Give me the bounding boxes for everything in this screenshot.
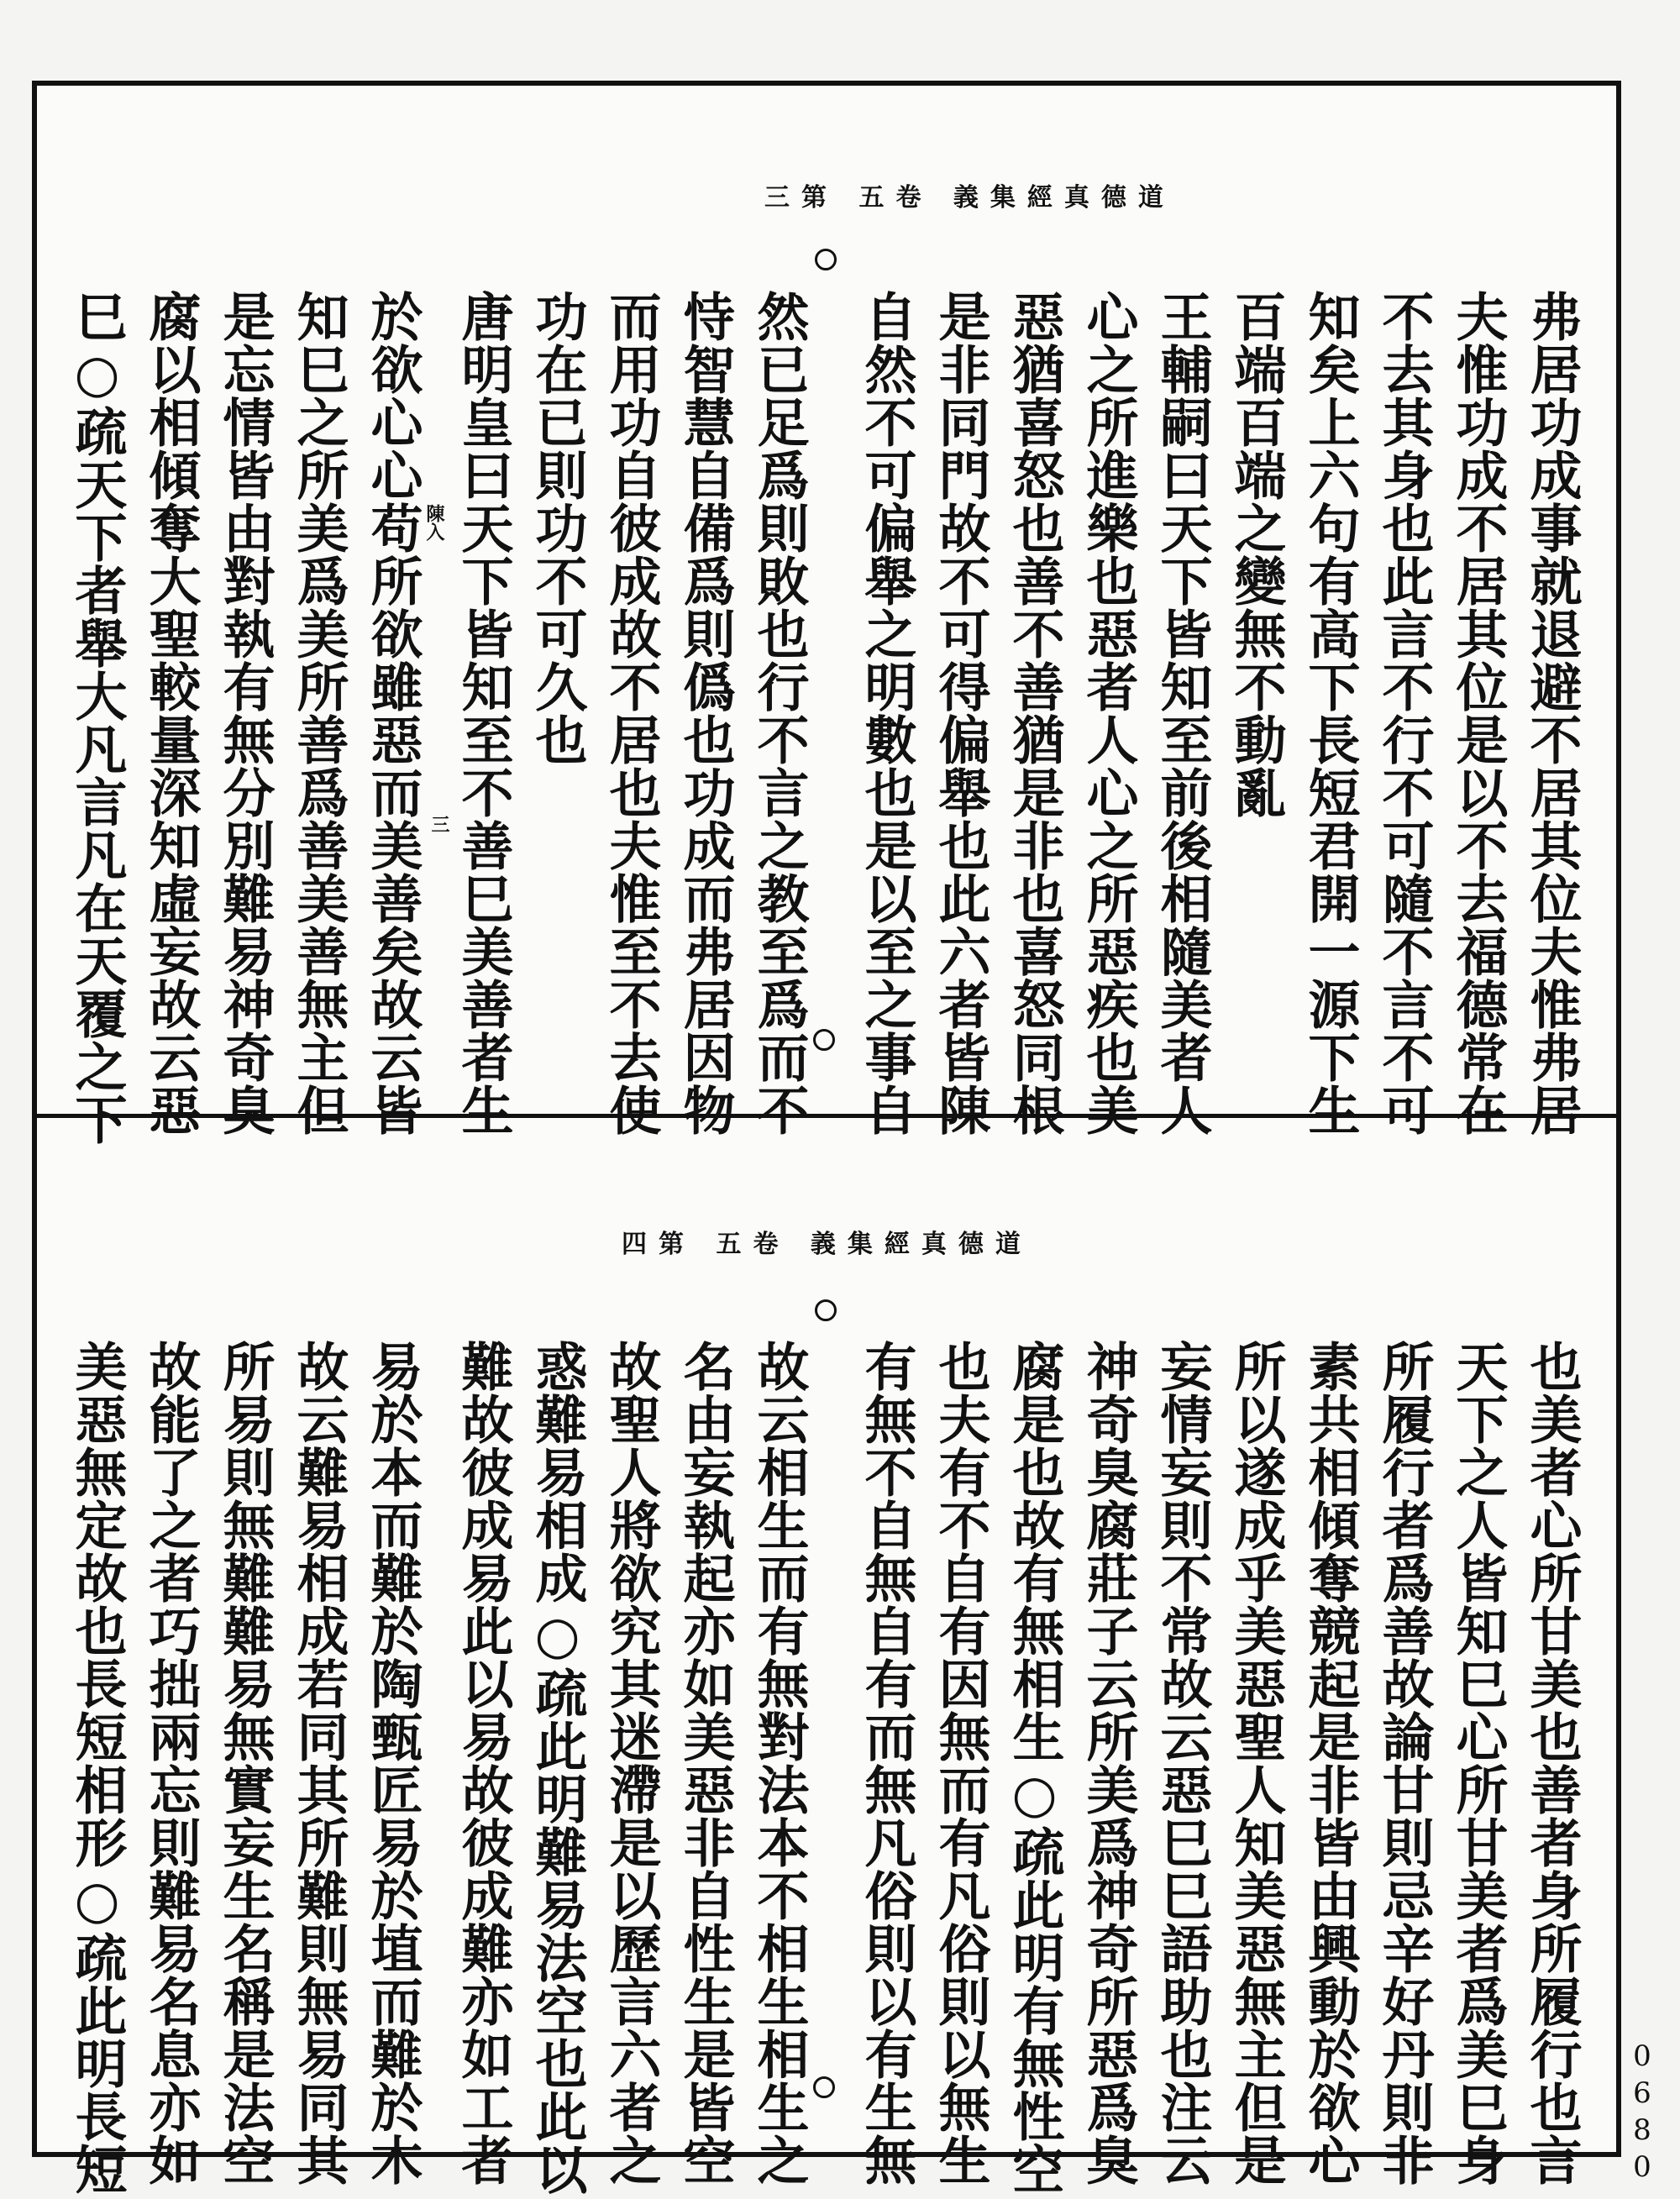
top-circle-mark-lower xyxy=(813,1029,835,1051)
bottom-column: 美惡無定故也長短相形○疏此明長短 xyxy=(66,1340,128,2196)
bottom-column: 難故彼成易此以易故彼成難亦如工者 xyxy=(453,1340,514,2186)
bottom-column: 所易則無難難易無實妄生名稱是法空 xyxy=(214,1340,276,2186)
top-annotation: 陳入 xyxy=(423,504,445,541)
top-column: 然已足爲則敗也行不言之教至爲而不 xyxy=(748,290,810,1136)
top-column: 於欲心心苟所欲雖惡而美善矣故云皆 xyxy=(362,290,423,1136)
top-column: 是非同門故不可得偏舉也此六者皆陳 xyxy=(930,290,991,1136)
bottom-column: 所履行者爲善故論甘則忌辛好丹則非 xyxy=(1373,1340,1435,2186)
top-column: 唐明皇曰天下皆知至不善巳美善者生 xyxy=(453,290,514,1136)
bottom-circle-mark-lower xyxy=(813,2076,835,2098)
top-column: 百端百端之變無不動亂 xyxy=(1226,290,1287,819)
top-column: 腐以相傾奪大聖較量深知虛妄故云惡 xyxy=(140,290,202,1136)
top-column: 而用功自彼成故不居也夫惟至不去使 xyxy=(601,290,662,1136)
top-page-header: 道德真經集義 卷五 第三 xyxy=(764,183,1175,213)
bottom-column: 易於本而難於陶甄匠易於埴而難於木 xyxy=(362,1340,423,2186)
bottom-column: 神奇臭腐莊子云所美爲神奇所惡爲臭 xyxy=(1078,1340,1139,2186)
top-column: 巳○疏天下者舉大凡言凡在天覆之下 xyxy=(66,290,128,1146)
bottom-page-header: 道德真經集義 卷五 第四 xyxy=(622,1230,1032,1259)
bottom-column: 故能了之者巧拙兩忘則難易名息亦如 xyxy=(140,1340,202,2186)
top-column: 自然不可偏舉之明數也是以至之事自 xyxy=(856,290,917,1136)
bottom-column: 也夫有不自有因無而有凡俗則以無生 xyxy=(930,1340,991,2186)
top-column: 知矣上六句有高下長短君開一源下生 xyxy=(1299,290,1361,1136)
top-column: 王輔嗣曰天下皆知至前後相隨美者人 xyxy=(1152,290,1213,1136)
bottom-column: 名由妄執起亦如美惡非自性生是皆空 xyxy=(675,1340,736,2186)
top-column: 是忘情皆由對執有無分別難易神奇臭 xyxy=(214,290,276,1136)
bottom-column: 素共相傾奪競起是非皆由興動於欲心 xyxy=(1299,1340,1361,2186)
top-column: 功在已則功不可久也 xyxy=(527,290,588,766)
top-column: 恃智慧自備爲則僞也功成而弗居因物 xyxy=(675,290,736,1136)
bottom-column: 腐是也故有無相生○疏此明有無性空 xyxy=(1004,1340,1065,2196)
bottom-column: 惑難易相成○疏此明難易法空也此以 xyxy=(527,1340,588,2196)
bottom-column: 故聖人將欲究其迷滯是以歷言六者之 xyxy=(601,1340,662,2186)
bottom-column: 也美者心所甘美也善者身所履行也言 xyxy=(1521,1340,1583,2186)
bottom-column: 天下之人皆知巳心所甘美者爲美巳身 xyxy=(1447,1340,1509,2186)
page-number: 0680 xyxy=(1625,2039,1659,2187)
top-column: 心之所進樂也惡者人心之所惡疾也美 xyxy=(1078,290,1139,1136)
top-column: 不去其身也此言不行不可隨不言不可 xyxy=(1373,290,1435,1136)
top-circle-mark xyxy=(815,249,837,270)
bottom-circle-mark xyxy=(815,1299,837,1321)
bottom-column: 妄情妄則不常故云惡巳巳語助也注云 xyxy=(1152,1340,1213,2186)
bottom-column: 有無不自無自有而無凡俗則以有生無 xyxy=(856,1340,917,2186)
top-column: 夫惟功成不居其位是以不去福德常在 xyxy=(1447,290,1509,1136)
top-column: 惡猶喜怒也善不善猶是非也喜怒同根 xyxy=(1004,290,1065,1136)
bottom-column: 所以遂成乎美惡聖人知美惡無主但是 xyxy=(1226,1340,1287,2186)
top-column: 知巳之所美爲美所善爲善美善無主但 xyxy=(288,290,349,1136)
bottom-column: 故云相生而有無對法本不相生相生之 xyxy=(748,1340,810,2186)
top-column: 弗居功成事就退避不居其位夫惟弗居 xyxy=(1521,290,1583,1136)
top-margin-mark: 三 xyxy=(428,815,450,833)
bottom-column: 故云難易相成若同其所難則無易同其 xyxy=(288,1340,349,2186)
